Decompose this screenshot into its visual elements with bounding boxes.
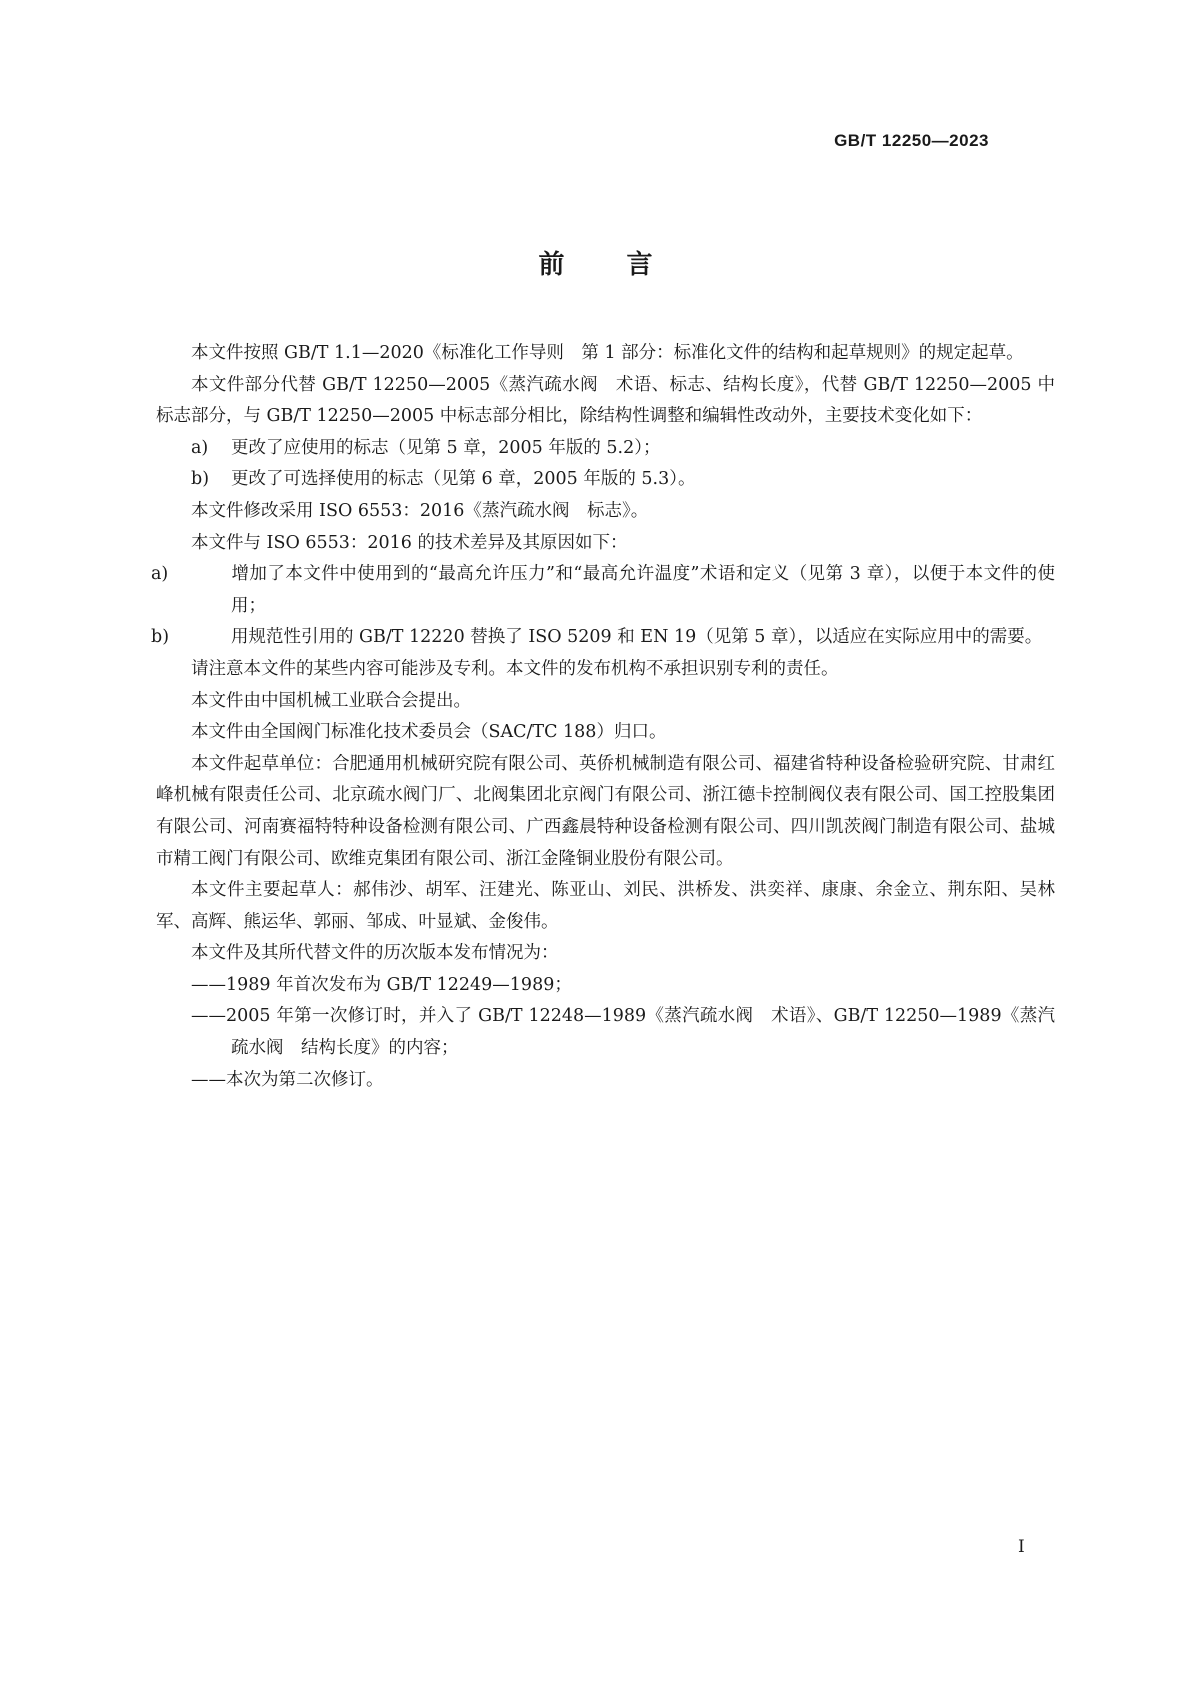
title-char-2: 言 — [626, 250, 653, 280]
list-item — [151, 622, 1055, 654]
paragraph-technical-differences: 本文件与 ISO 6553：2016 的技术差异及其原因如下： — [191, 532, 628, 553]
preface-body — [151, 338, 1055, 1096]
page-number: I — [1018, 1537, 1025, 1557]
list-item — [156, 433, 1055, 465]
page-title — [0, 244, 1191, 281]
history-item: ——2005 年第一次修订时，并入了 GB/T 12248—1989《蒸汽疏水阀 术语》、GB/T 12250—1989《蒸汽疏水阀 结构长度》的内容； — [191, 1006, 1055, 1059]
paragraph-replacement: 本文件部分代替 GB/T 12250—2005《蒸汽疏水阀 术语、标志、结构长度》，代替 GB/T 12250—2005 中标志部分，与 GB/T 12250—2005 中标志部分相比，除结构性调整和编辑性改动外，主要技术变化如下： — [156, 374, 1055, 427]
list-text: 增加了本文件中使用到的“最高允许压力”和“最高允许温度”术语和定义（见第 3 章），以便于本文件的使用； — [231, 564, 1055, 616]
history-item: ——1989 年首次发布为 GB/T 12249—1989； — [191, 974, 572, 995]
paragraph-committee: 本文件由全国阀门标准化技术委员会（SAC/TC 188）归口。 — [191, 722, 667, 743]
paragraph-drafting-units: 本文件起草单位：合肥通用机械研究院有限公司、英侨机械制造有限公司、福建省特种设备检验研究院、甘肃红峰机械有限责任公司、北京疏水阀门厂、北阀集团北京阀门有限公司、浙江德卡控制阀仪表有限公司、国工控股集团有限公司、河南赛福特特种设备检测有限公司、广西鑫晨特种设备检测有限公司、四川凯茨阀门制造有限公司、盐城市精工阀门有限公司、欧维克集团有限公司、浙江金隆铜业股份有限公司。 — [156, 753, 1055, 869]
list-marker: a) — [151, 564, 169, 585]
paragraph-patent-notice: 请注意本文件的某些内容可能涉及专利。本文件的发布机构不承担识别专利的责任。 — [191, 658, 839, 679]
title-char-1: 前 — [538, 250, 565, 280]
list-text: 更改了可选择使用的标志（见第 6 章，2005 年版的 5.3）。 — [231, 469, 696, 490]
list-text: 更改了应使用的标志（见第 5 章，2005 年版的 5.2）； — [231, 437, 661, 458]
standard-code: GB/T 12250—2023 — [834, 131, 989, 150]
list-marker: b) — [191, 469, 210, 490]
paragraph-drafters: 本文件主要起草人：郝伟沙、胡军、汪建光、陈亚山、刘民、洪桥发、洪奕祥、康康、余金立、荆东阳、吴林军、高辉、熊运华、郭丽、邹成、叶显斌、金俊伟。 — [156, 880, 1055, 932]
list-item — [156, 464, 1055, 496]
list-marker: b) — [151, 627, 170, 648]
paragraph-proposer: 本文件由中国机械工业联合会提出。 — [191, 690, 471, 711]
list-marker: a) — [191, 437, 209, 458]
paragraph-iso-adoption: 本文件修改采用 ISO 6553：2016《蒸汽疏水阀 标志》。 — [191, 500, 649, 521]
history-item: ——本次为第二次修订。 — [191, 1069, 384, 1090]
list-item — [151, 559, 1055, 622]
paragraph-drafting-rules: 本文件按照 GB/T 1.1—2020《标准化工作导则 第 1 部分：标准化文件的结构和起草规则》的规定起草。 — [191, 343, 1024, 363]
paragraph-history-intro: 本文件及其所代替文件的历次版本发布情况为： — [191, 943, 559, 964]
list-text: 用规范性引用的 GB/T 12220 替换了 ISO 5209 和 EN 19（见第 5 章），以适应在实际应用中的需要。 — [231, 627, 1043, 648]
